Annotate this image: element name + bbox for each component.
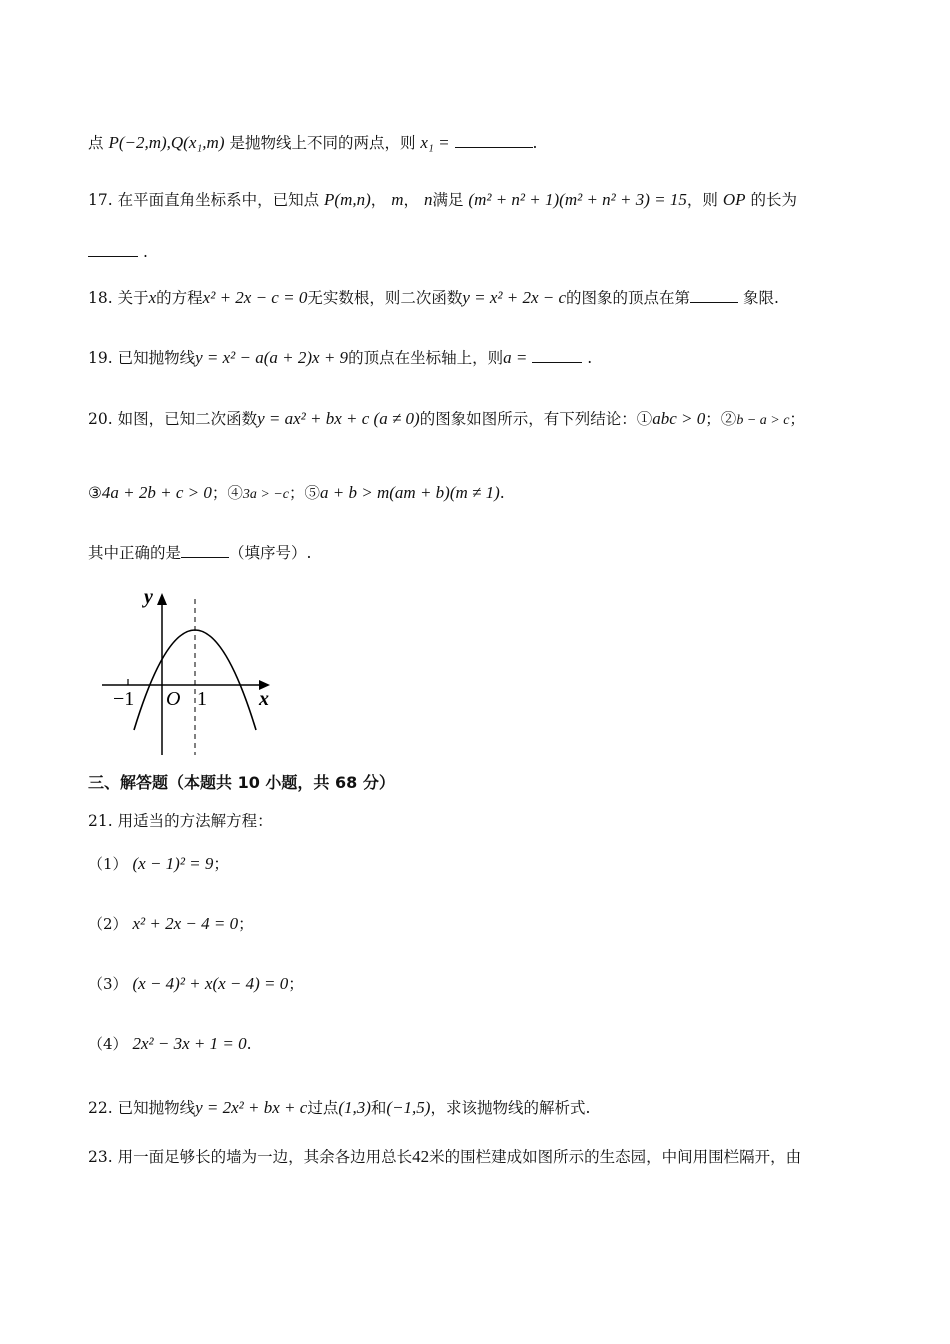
q22-point2: (−1,5) bbox=[386, 1098, 431, 1117]
q23-text1: 用一面足够长的墙为一边，其余各边用总长 bbox=[117, 1148, 413, 1166]
q18-function: y = x² + 2x − c bbox=[462, 288, 567, 307]
q19-text1: 已知抛物线 bbox=[117, 349, 196, 367]
q23-line bbox=[88, 1146, 801, 1168]
q20-c5-mark: ⑤ bbox=[304, 484, 321, 502]
one-label: 1 bbox=[197, 688, 207, 710]
q20-c1-mark: ① bbox=[636, 410, 653, 428]
q17-text2: 满足 bbox=[432, 191, 464, 209]
origin-label: O bbox=[166, 688, 181, 710]
q21-line bbox=[88, 810, 273, 832]
x-label: x bbox=[259, 688, 269, 710]
q17-text1: 在平面直角坐标系中，已知点 bbox=[117, 191, 320, 209]
q20-ask-line bbox=[88, 541, 311, 564]
q17-end: . bbox=[142, 243, 148, 261]
q19-text2: 的顶点在坐标轴上，则 bbox=[348, 349, 504, 367]
q21-item-3 bbox=[88, 973, 304, 995]
q20-line1 bbox=[88, 408, 805, 432]
q17-blank-line bbox=[88, 240, 148, 263]
q18-text1: 关于 bbox=[117, 289, 149, 307]
q19-line bbox=[88, 346, 592, 369]
q21-item-label: （2） bbox=[88, 915, 128, 933]
q21-item-label: （3） bbox=[88, 975, 128, 993]
q18-answer-blank bbox=[690, 286, 738, 303]
q22-line bbox=[88, 1097, 590, 1119]
q16-x1: x₁ = bbox=[420, 133, 450, 152]
q21-item-equation: x² + 2x − 4 = 0 bbox=[132, 914, 239, 933]
q21-number: 21. bbox=[88, 812, 113, 830]
q17-text4: 的长为 bbox=[750, 191, 797, 209]
q19-answer-blank bbox=[532, 346, 582, 363]
q17-point: P(m,n) bbox=[324, 190, 371, 209]
q20-c3-mark: ③ bbox=[88, 484, 102, 502]
q16-points-expr: P(−2,m),Q(x₁,m) bbox=[108, 133, 225, 152]
q20-text1: 如图，已知二次函数 bbox=[117, 410, 258, 428]
y-axis-arrow bbox=[157, 593, 167, 605]
q20-ask: 其中正确的是 bbox=[88, 544, 182, 562]
q23-number: 23. bbox=[88, 1148, 113, 1166]
q22-text1: 已知抛物线 bbox=[117, 1099, 196, 1117]
q20-conclusion-2: b − a > c bbox=[736, 413, 790, 428]
q20-function: y = ax² + bx + c (a ≠ 0) bbox=[257, 409, 420, 428]
q22-text3: 和 bbox=[370, 1099, 387, 1117]
q18-text3: 无实数根，则二次函数 bbox=[307, 289, 463, 307]
q20-conclusion-4: 3a > −c bbox=[242, 487, 290, 502]
q20-semi1: ； bbox=[705, 410, 721, 428]
q22-point1: (1,3) bbox=[338, 1098, 371, 1117]
q20-number: 20. bbox=[88, 410, 113, 428]
q18-text2: 的方程 bbox=[156, 289, 203, 307]
q20-semi2: ； bbox=[789, 410, 805, 428]
neg-one-label: −1 bbox=[113, 688, 135, 710]
q18-text5: 象限. bbox=[743, 289, 779, 307]
q21-item-end: ； bbox=[238, 915, 254, 933]
q17-sep1: ， bbox=[370, 191, 387, 209]
q21-item-equation: 2x² − 3x + 1 = 0 bbox=[132, 1034, 247, 1053]
q16-text: 是抛物线上不同的两点，则 bbox=[229, 134, 416, 152]
q23-text2: 米的围栏建成如图所示的生态园，中间用围栏隔开，由 bbox=[429, 1148, 802, 1166]
q20-end: . bbox=[499, 484, 505, 502]
q18-line bbox=[88, 286, 779, 309]
q16-end: . bbox=[532, 134, 538, 152]
q20-c2-mark: ② bbox=[720, 410, 737, 428]
q22-text2: 过点 bbox=[307, 1099, 339, 1117]
q22-function: y = 2x² + bx + c bbox=[195, 1098, 308, 1117]
q18-equation: x² + 2x − c = 0 bbox=[202, 288, 308, 307]
q21-text: 用适当的方法解方程： bbox=[117, 812, 273, 830]
q17-m: m bbox=[391, 190, 404, 209]
q21-item-equation: (x − 1)² = 9 bbox=[132, 854, 214, 873]
parabola-graph bbox=[96, 585, 286, 760]
q17-sep2: ， bbox=[403, 191, 420, 209]
q20-answer-blank bbox=[181, 541, 229, 558]
q21-item-1 bbox=[88, 853, 229, 875]
q21-item-2 bbox=[88, 913, 254, 935]
q16-tail-line bbox=[88, 131, 537, 154]
q20-conclusion-3: 4a + 2b + c > 0 bbox=[101, 483, 212, 502]
q16-lead: 点 bbox=[88, 134, 104, 152]
q20-line2 bbox=[88, 482, 505, 506]
q17-text3: ，则 bbox=[686, 191, 718, 209]
q20-semi4: ； bbox=[289, 484, 305, 502]
q19-function: y = x² − a(a + 2)x + 9 bbox=[195, 348, 349, 367]
q21-item-equation: (x − 4)² + x(x − 4) = 0 bbox=[132, 974, 289, 993]
q20-conclusion-5: a + b > m(am + b)(m ≠ 1) bbox=[320, 483, 500, 502]
q20-text2: 的图象如图所示，有下列结论： bbox=[419, 410, 637, 428]
q20-conclusion-1: abc > 0 bbox=[652, 409, 706, 428]
q21-item-label: （1） bbox=[88, 855, 128, 873]
q18-number: 18. bbox=[88, 289, 113, 307]
q18-x: x bbox=[148, 288, 157, 307]
q17-number: 17. bbox=[88, 191, 113, 209]
q21-item-end: ； bbox=[288, 975, 304, 993]
q21-item-label: （4） bbox=[88, 1035, 128, 1053]
q18-text4: 的图象的顶点在第 bbox=[566, 289, 691, 307]
q23-length: 42 bbox=[412, 1147, 430, 1166]
q17-op: OP bbox=[722, 190, 746, 209]
q17-condition: (m² + n² + 1)(m² + n² + 3) = 15 bbox=[468, 190, 687, 209]
q20-c4-mark: ④ bbox=[227, 484, 243, 502]
q17-answer-blank bbox=[88, 240, 138, 257]
q22-text4: ，求该抛物线的解析式. bbox=[430, 1099, 591, 1117]
q21-item-4 bbox=[88, 1033, 252, 1055]
q19-number: 19. bbox=[88, 349, 113, 367]
q19-a: a = bbox=[503, 348, 528, 367]
section3-title: 三、解答题（本题共 10 小题，共 68 分） bbox=[88, 773, 395, 792]
y-label: y bbox=[144, 586, 153, 608]
q20-ask-tail: （填序号）. bbox=[229, 544, 312, 562]
q19-end: . bbox=[587, 349, 593, 367]
q17-line bbox=[88, 189, 797, 211]
q21-item-end: ； bbox=[213, 855, 229, 873]
q17-n: n bbox=[423, 190, 433, 209]
q16-answer-blank bbox=[455, 131, 533, 148]
q20-semi3: ； bbox=[211, 484, 228, 502]
q21-item-end: . bbox=[246, 1035, 252, 1053]
q22-number: 22. bbox=[88, 1099, 113, 1117]
